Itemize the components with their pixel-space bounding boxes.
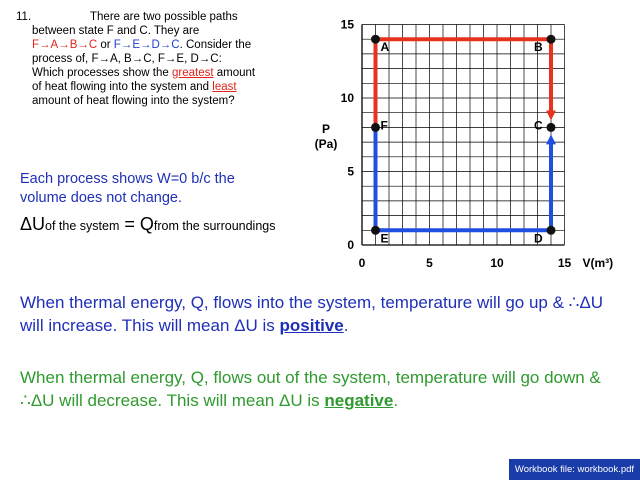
least-word: least	[212, 81, 237, 93]
or-word: or	[97, 39, 114, 51]
x-tick-label: 10	[490, 256, 504, 270]
state-label-d: D	[534, 231, 543, 246]
question-line-5-post: amount	[213, 67, 256, 79]
positive-sentence	[20, 291, 630, 337]
path-layer	[376, 39, 552, 230]
state-point-c	[547, 123, 556, 132]
y-axis-unit: (Pa)	[314, 137, 338, 151]
work-note-line-2: volume does not change.	[20, 190, 183, 206]
question-line-3-end: . Consider the	[179, 39, 252, 51]
question-line-2: between state F and C. They are	[32, 25, 200, 37]
x-tick-label: 5	[426, 256, 433, 270]
y-tick-label: 5	[347, 164, 354, 179]
state-label-b: B	[534, 40, 543, 55]
equation-rhs-sub: from the surroundings	[153, 219, 276, 233]
question-line-1: There are two possible paths	[90, 11, 238, 23]
equation-lhs-sub: of the system	[45, 219, 120, 233]
equation-equals: = Q	[119, 214, 154, 234]
negative-keyword: negative	[324, 391, 394, 410]
y-tick-label: 0	[347, 238, 354, 252]
y-tick-label: 15	[340, 17, 354, 32]
positive-keyword: positive	[279, 316, 344, 335]
question-line-4: process of, F→A, B→C, F→E, D→C:	[32, 53, 222, 65]
y-tick-label: 10	[340, 91, 354, 105]
question-line-7: amount of heat flowing into the system?	[32, 95, 235, 107]
blue-path-text: F→E→D→C	[113, 39, 180, 51]
x-axis-unit: V(m³)	[582, 256, 614, 270]
state-label-e: E	[380, 231, 389, 246]
negative-sentence-end: .	[393, 391, 399, 410]
work-note-line-1: Each process shows W=0 b/c the	[20, 171, 235, 187]
equation-lhs: ΔU	[20, 214, 46, 234]
state-point-f	[371, 123, 380, 132]
greatest-word: greatest	[171, 67, 214, 79]
state-point-e	[371, 226, 380, 235]
state-label-a: A	[380, 40, 390, 55]
state-point-b	[547, 35, 556, 44]
x-tick-label: 0	[358, 256, 366, 270]
grid-layer	[362, 25, 565, 246]
y-axis-label: P	[321, 122, 331, 136]
x-tick-label: 15	[557, 256, 572, 270]
positive-sentence-text: When thermal energy, Q, flows into the system, temperature will go up & ∴ΔU will increase. This will mean ΔU is	[20, 293, 604, 335]
state-point-a	[371, 35, 380, 44]
point-layer	[371, 35, 556, 246]
state-label-f: F	[380, 118, 388, 133]
state-point-d	[547, 226, 556, 235]
negative-sentence-text: When thermal energy, Q, flows out of the system, temperature will go down & ∴ΔU will decrease. This will mean ΔU is	[20, 368, 601, 410]
question-number: 11.	[16, 11, 32, 23]
workbook-file-link[interactable]: Workbook file: workbook.pdf	[509, 459, 640, 480]
negative-sentence	[20, 366, 630, 412]
positive-sentence-end: .	[343, 316, 349, 335]
question-line-6-pre: of heat flowing into the system and	[32, 81, 213, 93]
question-line-5-pre: Which processes show the	[32, 67, 172, 79]
state-label-c: C	[534, 118, 543, 133]
red-path-text: F→A→B→C	[32, 39, 98, 51]
